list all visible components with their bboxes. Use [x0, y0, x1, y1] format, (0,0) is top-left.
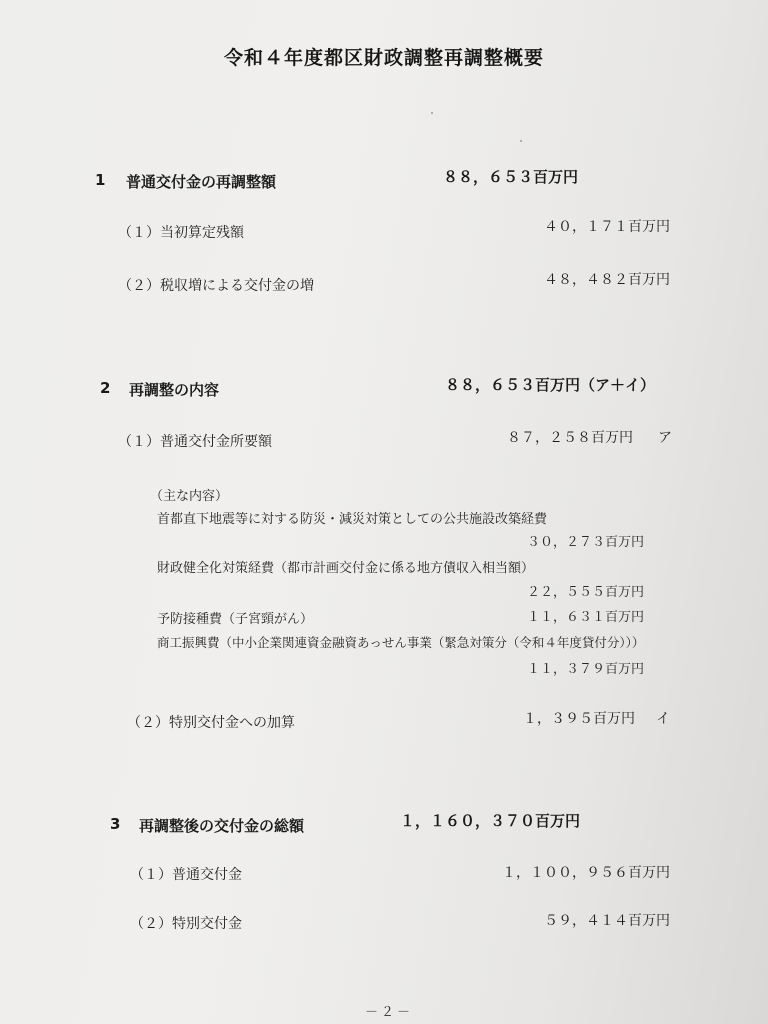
detail-3-amount: １１，６３１百万円	[526, 610, 644, 625]
paper-speck	[520, 140, 522, 142]
detail-2-text: 財政健全化対策経費（都市計画交付金に係る地方債収入相当額）	[157, 561, 535, 576]
section-3-item-1-amount: １，１００，９５６百万円	[502, 865, 670, 881]
section-1-item-2-amount: ４８，４８２百万円	[544, 272, 670, 288]
detail-4-amount: １１，３７９百万円	[526, 662, 644, 677]
section-3-item-1-label: （１）普通交付金	[130, 867, 242, 883]
section-1-item-1-label: （１）当初算定残額	[118, 225, 244, 241]
section-1-item-2-label: （２）税収増による交付金の増	[118, 278, 314, 294]
detail-3-text: 予防接種費（子宮頸がん）	[157, 612, 314, 627]
section-2-item-2-mark: イ	[656, 711, 670, 727]
section-3-number: 3	[110, 815, 121, 833]
detail-1-text: 首都直下地震等に対する防災・減災対策としての公共施設改築経費	[157, 512, 548, 527]
section-2-item-2-label: （２）特別交付金への加算	[127, 715, 295, 731]
section-2-item-1-label: （１）普通交付金所要額	[118, 434, 272, 450]
details-heading: （主な内容）	[150, 489, 229, 504]
document-title: 令和４年度都区財政調整再調整概要	[223, 47, 544, 69]
section-3-amount: １，１６０，３７０百万円	[400, 812, 581, 830]
section-3-heading: 再調整後の交付金の総額	[139, 817, 305, 835]
detail-2-amount: ２２，５５５百万円	[526, 585, 644, 600]
section-2-heading: 再調整の内容	[129, 381, 220, 399]
section-1-amount: ８８，６５３百万円	[443, 168, 579, 186]
section-3-item-2-label: （２）特別交付金	[130, 916, 242, 932]
paper-speck	[431, 112, 433, 114]
page-number: －２－	[364, 1005, 413, 1020]
section-2-item-1-mark: ア	[658, 430, 672, 446]
section-1-item-1-amount: ４０，１７１百万円	[544, 219, 670, 235]
section-1-number: 1	[95, 171, 106, 189]
section-2-item-2-amount: １，３９５百万円	[523, 711, 635, 727]
detail-1-amount: ３０，２７３百万円	[526, 535, 644, 550]
section-3-item-2-amount: ５９，４１４百万円	[544, 913, 670, 929]
section-1-heading: 普通交付金の再調整額	[126, 173, 277, 191]
section-2-number: 2	[100, 379, 111, 397]
detail-4-text: 商工振興費（中小企業関連資金融資あっせん事業（緊急対策分（令和４年度貸付分）））	[157, 635, 645, 650]
section-2-amount: ８８，６５３百万円（ア＋イ）	[445, 376, 656, 394]
section-2-item-1-amount: ８７，２５８百万円	[507, 430, 633, 446]
